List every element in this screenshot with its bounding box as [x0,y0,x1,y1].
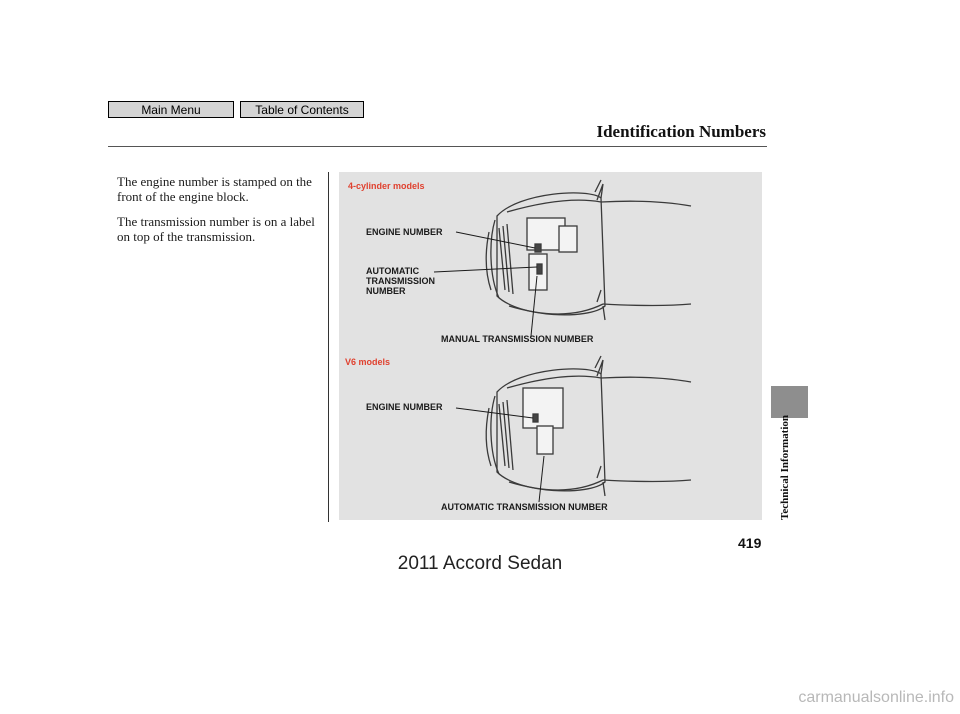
leader-at-4cyl [434,267,537,272]
column-divider [328,172,329,522]
leader-at-v6 [539,456,544,502]
header-rule [108,146,767,147]
at-number-callout-4cyl-line2: TRANSMISSION [366,276,436,286]
at-number-callout-v6: AUTOMATIC TRANSMISSION NUMBER [441,502,608,512]
table-of-contents-button[interactable]: Table of Contents [240,101,364,118]
at-number-callout-4cyl-line3: NUMBER [366,286,406,296]
car-outline-4cyl [486,180,691,320]
engine-compartment-figure [339,172,762,520]
page-number: 419 [738,535,762,551]
mt-number-callout: MANUAL TRANSMISSION NUMBER [441,334,594,344]
main-menu-button[interactable]: Main Menu [108,101,234,118]
page-title: Identification Numbers [596,122,766,141]
transmission-number-paragraph: The transmission number is on a label on top of the transmission. [117,214,315,244]
engine-number-callout-v6: ENGINE NUMBER [366,402,443,412]
four-cylinder-label: 4-cylinder models [348,181,425,191]
watermark: carmanualsonline.info [798,689,954,706]
leader-engine-4cyl [456,232,535,248]
footer-model-name: 2011 Accord Sedan [397,553,563,574]
at-number-callout-4cyl-line1: AUTOMATIC [366,266,420,276]
engine-number-paragraph: The engine number is stamped on the front of the engine block. [117,174,312,204]
section-tab-label: Technical Information [779,414,791,520]
engine-compartment-illustration [339,172,762,520]
leader-engine-v6 [456,408,533,418]
car-outline-v6 [486,356,691,496]
v6-label: V6 models [345,357,391,367]
engine-number-callout-4cyl: ENGINE NUMBER [366,227,443,237]
